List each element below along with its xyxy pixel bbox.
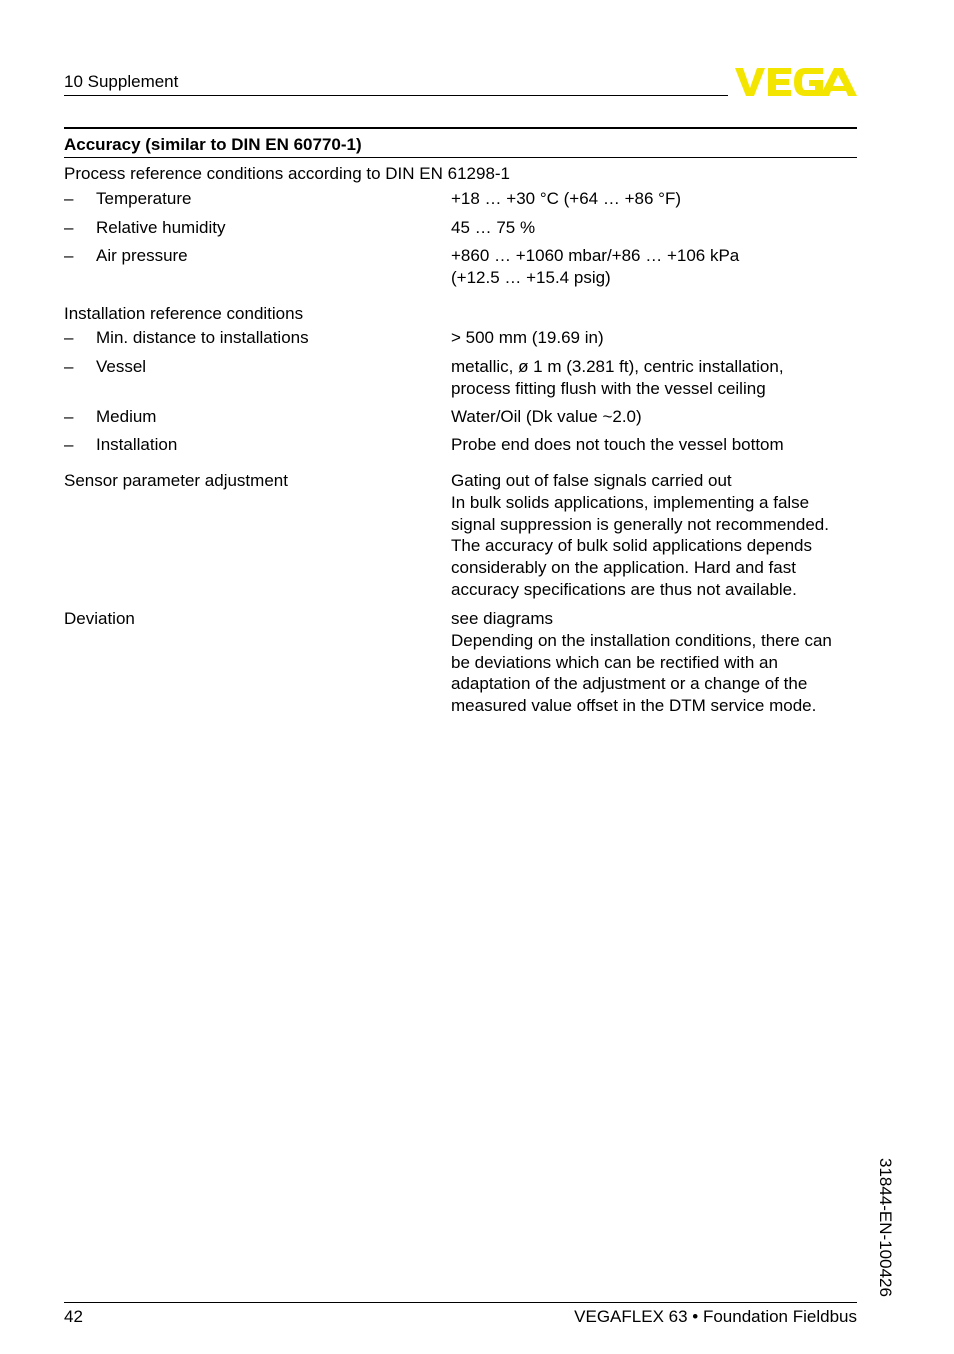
deviation-label: Deviation: [64, 609, 135, 628]
value-line: measured value offset in the DTM service mode.: [451, 696, 817, 716]
value-line: Depending on the installation conditions, there can: [451, 630, 832, 650]
installation-conditions-heading: Installation reference conditions: [64, 304, 304, 323]
sensor-adjustment-value: [451, 470, 829, 601]
item-value-relative-humidity: 45 … 75 %: [451, 218, 536, 237]
value-line: be deviations which can be rectified with an: [451, 652, 778, 672]
value-line: process fitting flush with the vessel ceiling: [451, 378, 766, 398]
item-label-min-distance: Min. distance to installations: [96, 328, 309, 347]
header-rule: [64, 95, 728, 96]
bullet-dash: –: [64, 407, 74, 426]
value-line: signal suppression is generally not recommended.: [451, 514, 829, 534]
item-value-temperature: +18 … +30 °C (+64 … +86 °F): [451, 189, 681, 208]
value-line: accuracy specifications are thus not available.: [451, 579, 797, 599]
bullet-dash: –: [64, 435, 74, 454]
item-label-vessel: Vessel: [96, 357, 147, 376]
bullet-dash: –: [64, 246, 74, 265]
page-number: 42: [64, 1307, 83, 1326]
item-value-installation: Probe end does not touch the vessel bottom: [451, 435, 784, 454]
footer-rule: [64, 1302, 857, 1303]
value-line: In bulk solids applications, implementing a false: [451, 492, 810, 512]
value-line: adaptation of the adjustment or a change of the: [451, 674, 808, 694]
vega-logo: [735, 66, 857, 98]
value-line: The accuracy of bulk solid applications depends: [451, 536, 812, 556]
item-label-temperature: Temperature: [96, 189, 192, 208]
section-top-rule: [64, 127, 857, 129]
bullet-dash: –: [64, 328, 74, 347]
section-bottom-rule: [64, 157, 857, 158]
item-label-relative-humidity: Relative humidity: [96, 218, 226, 237]
value-line: metallic, ø 1 m (3.281 ft), centric installation,: [451, 357, 784, 376]
item-label-air-pressure: Air pressure: [96, 246, 188, 265]
value-line: considerably on the application. Hard and fast: [451, 558, 796, 578]
item-label-installation: Installation: [96, 435, 178, 454]
item-value-min-distance: > 500 mm (19.69 in): [451, 328, 604, 347]
bullet-dash: –: [64, 357, 74, 376]
value-line: see diagrams: [451, 609, 554, 628]
process-conditions-heading: Process reference conditions according to DIN EN 61298-1: [64, 164, 511, 183]
item-value-air-pressure: [451, 245, 739, 289]
bullet-dash: –: [64, 218, 74, 237]
bullet-dash: –: [64, 189, 74, 208]
section-title: Accuracy (similar to DIN EN 60770-1): [64, 135, 362, 154]
value-line: +860 … +1060 mbar/+86 … +106 kPa: [451, 246, 740, 265]
footer-product: VEGAFLEX 63 • Foundation Fieldbus: [574, 1307, 857, 1326]
item-value-medium: Water/Oil (Dk value ~2.0): [451, 407, 642, 426]
document-code: 31844-EN-100426: [876, 1158, 895, 1297]
deviation-value: [451, 608, 832, 717]
value-line: (+12.5 … +15.4 psig): [451, 267, 611, 287]
header-section-label: 10 Supplement: [64, 72, 179, 91]
value-line: Gating out of false signals carried out: [451, 471, 732, 490]
item-value-vessel: [451, 356, 784, 400]
item-label-medium: Medium: [96, 407, 157, 426]
sensor-adjustment-label: Sensor parameter adjustment: [64, 471, 288, 490]
